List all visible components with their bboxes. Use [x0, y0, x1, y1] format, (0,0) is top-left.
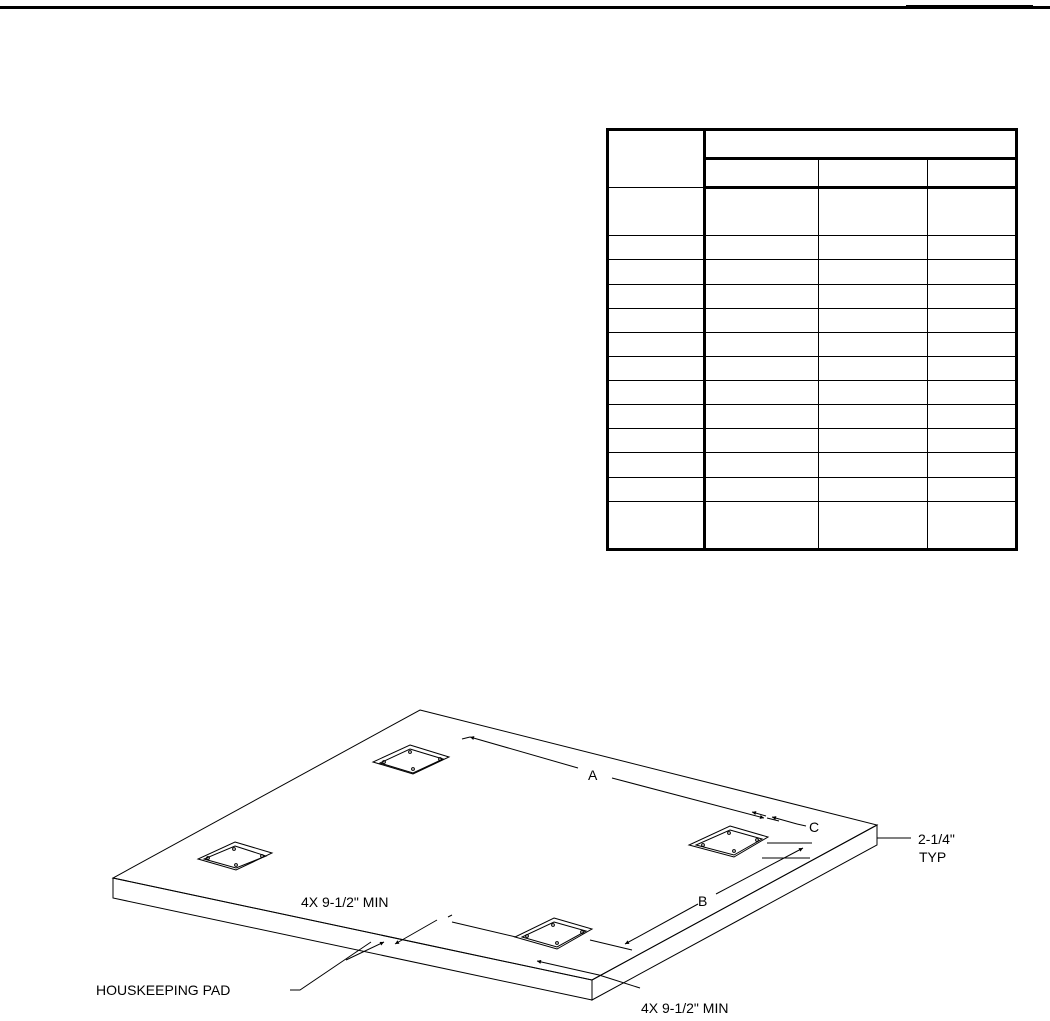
table-body [608, 188, 1017, 550]
table-row [608, 332, 1017, 356]
table-cell [608, 260, 705, 284]
table-row [608, 260, 1017, 284]
table-row [608, 308, 1017, 332]
isolator-plate [373, 745, 449, 774]
label-b: B [698, 893, 708, 909]
isolator-plate [689, 826, 768, 857]
table-cell [928, 236, 1017, 260]
table-cell [818, 501, 928, 549]
top-rule [0, 6, 1050, 9]
dimension-table-wrap [606, 128, 1018, 551]
corner-box [906, 0, 1033, 7]
table-cell [928, 501, 1017, 549]
table-cell [818, 332, 928, 356]
table-cell [818, 429, 928, 453]
table-cell [818, 308, 928, 332]
table-row [608, 501, 1017, 549]
isolator-plate [198, 842, 272, 870]
table-sub-header [818, 159, 928, 188]
table-cell [704, 308, 818, 332]
table-cell [928, 453, 1017, 477]
table-row [608, 236, 1017, 260]
table-row [608, 284, 1017, 308]
table-row [608, 477, 1017, 501]
table-cell [928, 477, 1017, 501]
table-cell [818, 236, 928, 260]
table-row [608, 356, 1017, 380]
table-cell [818, 453, 928, 477]
table-row [608, 188, 1017, 236]
table-cell [608, 332, 705, 356]
table-cell [704, 381, 818, 405]
table-row [608, 429, 1017, 453]
table-cell [608, 236, 705, 260]
table-cell [608, 381, 705, 405]
table-cell [608, 308, 705, 332]
table-cell [704, 356, 818, 380]
table-cell [704, 501, 818, 549]
housekeeping-pad-drawing [0, 600, 1050, 1021]
table-cell [608, 501, 705, 549]
table-cell [608, 477, 705, 501]
min-bottom-label: 4X 9-1/2" MIN [641, 1000, 729, 1016]
table-group-header [704, 130, 1016, 159]
pad-height-value: 2-1/4" [918, 831, 955, 847]
table-row [608, 405, 1017, 429]
table-cell [608, 284, 705, 308]
table-cell [704, 453, 818, 477]
table-cell [704, 477, 818, 501]
table-cell [818, 381, 928, 405]
label-a: A [588, 767, 598, 783]
table-cell [704, 405, 818, 429]
table-cell [704, 284, 818, 308]
housekeeping-pad-label: HOUSKEEPING PAD [96, 982, 231, 998]
table-cell [928, 405, 1017, 429]
table-row [608, 453, 1017, 477]
table-cell [704, 236, 818, 260]
dimension-table [606, 128, 1018, 551]
table-sub-header [704, 159, 818, 188]
table-cell [818, 477, 928, 501]
min-left-label: 4X 9-1/2" MIN [301, 894, 389, 910]
table-cell [608, 453, 705, 477]
table-cell [608, 429, 705, 453]
table-cell [608, 188, 705, 236]
table-col-header [608, 130, 705, 188]
table-cell [928, 188, 1017, 236]
table-cell [928, 284, 1017, 308]
table-sub-header [928, 159, 1017, 188]
table-cell [608, 356, 705, 380]
table-cell [818, 356, 928, 380]
table-cell [928, 381, 1017, 405]
table-cell [928, 429, 1017, 453]
table-cell [818, 405, 928, 429]
isolator-plate [515, 918, 592, 949]
table-cell [818, 260, 928, 284]
table-cell [704, 332, 818, 356]
table-cell [928, 332, 1017, 356]
table-cell [928, 308, 1017, 332]
table-row [608, 381, 1017, 405]
table-cell [704, 429, 818, 453]
table-cell [608, 405, 705, 429]
table-cell [704, 188, 818, 236]
label-c: C [809, 819, 820, 835]
table-cell [928, 260, 1017, 284]
table-cell [704, 260, 818, 284]
table-cell [818, 188, 928, 236]
pad-side-face [592, 825, 877, 1000]
pad-height-suffix: TYP [919, 849, 947, 865]
table-cell [818, 284, 928, 308]
table-cell [928, 356, 1017, 380]
